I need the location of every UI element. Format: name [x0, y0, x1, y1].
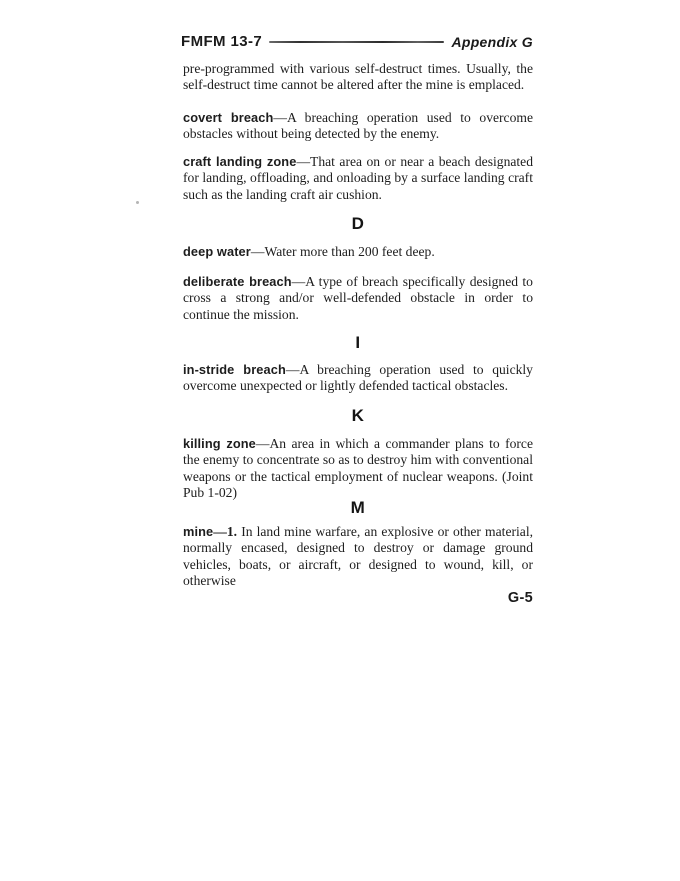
glossary-entry-mine — [183, 524, 533, 590]
glossary-entry-covert-breach — [183, 110, 533, 143]
glossary-entry-deliberate-breach — [183, 274, 533, 323]
glossary-term: mine — [183, 524, 214, 539]
scan-artifact-dot — [136, 201, 139, 204]
appendix-label: Appendix G — [451, 33, 533, 50]
letter-heading-k: K — [351, 406, 365, 425]
glossary-definition: —A breaching operation used to quickly overcome unexpected or lightly defended tactical obstacles. — [183, 362, 533, 394]
glossary-term: deliberate breach — [183, 274, 292, 289]
glossary-term: craft landing zone — [183, 154, 297, 169]
glossary-definition: —A type of breach specifically designed to cross a strong and/or well-defended obstacle in order to continue the mission. — [183, 274, 533, 322]
glossary-entry-craft-landing-zone — [183, 154, 533, 203]
page-header — [181, 33, 533, 50]
glossary-entry-deep-water — [183, 244, 533, 260]
glossary-term: in-stride breach — [183, 362, 286, 377]
glossary-definition: —A breaching operation used to overcome obstacles without being detected by the enemy. — [183, 110, 533, 142]
glossary-entry-in-stride-breach — [183, 362, 533, 395]
glossary-entry-killing-zone — [183, 436, 533, 502]
glossary-definition: —An area in which a commander plans to force the enemy to concentrate so as to destroy him with conventional weapons or the tactical employment of nuclear weapons. (Joint Pub 1-02) — [183, 436, 533, 501]
glossary-term: covert breach — [183, 110, 274, 125]
definition-number: —1. — [213, 524, 238, 539]
letter-heading-d: D — [351, 214, 365, 233]
document-number: FMFM 13-7 — [181, 33, 263, 50]
continuation-paragraph: pre-programmed with various self-destruct times. Usually, the self-destruct time cannot be altered after the mine is emplaced. — [183, 61, 533, 93]
letter-heading-i: I — [355, 333, 361, 352]
glossary-term: deep water — [183, 244, 251, 259]
glossary-definition: —That area on or near a beach designated for landing, offloading, and onloading by a surface landing craft such as the landing craft air cushion. — [183, 154, 534, 202]
glossary-definition: —Water more than 200 feet deep. — [250, 244, 435, 259]
glossary-term: killing zone — [183, 436, 256, 451]
page-number: G-5 — [507, 590, 533, 606]
header-rule-line — [269, 41, 444, 43]
glossary-definition: In land mine warfare, an explosive or other material, normally encased, designed to destroy or damage ground vehicles, boats, or aircraft, or designed to wound, kill, or otherwise — [183, 524, 533, 589]
letter-heading-m: M — [350, 498, 366, 517]
